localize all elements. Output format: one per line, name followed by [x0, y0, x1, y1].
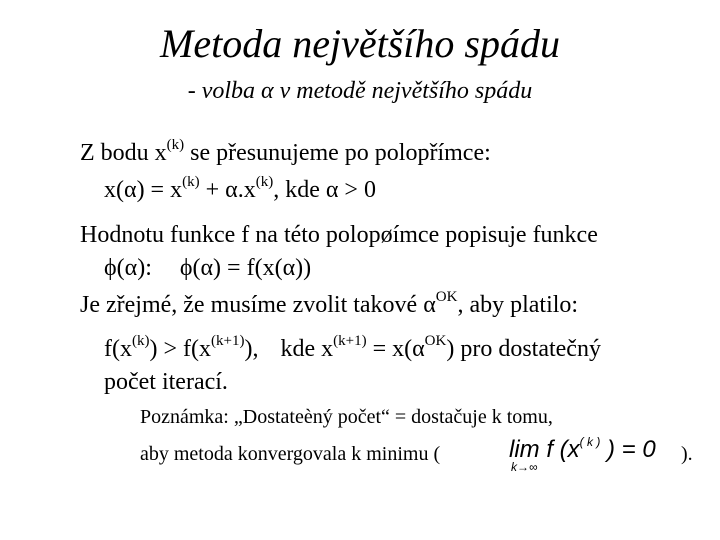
text-line-3: Hodnotu funkce f na této polopøímce popisuje funkce	[80, 222, 598, 248]
text-line-1	[80, 138, 491, 168]
text: Z bodu x	[80, 140, 167, 166]
note-line-2-end: ).	[681, 443, 693, 465]
superscript: OK	[435, 289, 458, 305]
limit-formula	[505, 428, 681, 474]
text: , kde α > 0	[273, 177, 376, 203]
text: ),	[244, 336, 259, 362]
text-line-2	[104, 175, 376, 205]
slide-title: Metoda největšího spádu	[160, 21, 560, 66]
limit-subscript: k→∞	[511, 460, 538, 474]
superscript: (k)	[255, 174, 274, 190]
formula-superscript: ( k )	[579, 435, 601, 449]
text: , aby platilo:	[457, 292, 579, 318]
text: Je zřejmé, že musíme zvolit takové α	[80, 292, 436, 318]
text: x(α) = x	[104, 177, 183, 203]
note-line-2: aby metoda konvergovala k minimu (	[140, 443, 441, 465]
slide-subtitle: - volba α v metodě největšího spádu	[187, 78, 533, 104]
text: f(x	[104, 336, 132, 362]
text: kde x	[280, 336, 334, 362]
text: = x(α	[366, 336, 425, 362]
superscript: (k)	[131, 333, 150, 349]
note-line-1: Poznámka: „Dostateèný počet“ = dostačuje k tomu,	[140, 406, 553, 428]
text: ) pro dostatečný	[446, 336, 601, 362]
superscript: (k+1)	[211, 333, 245, 349]
superscript: (k+1)	[333, 333, 367, 349]
superscript: OK	[424, 333, 447, 349]
text: ϕ(α):	[104, 255, 152, 281]
text-line-6	[104, 334, 601, 364]
text: ϕ(α) = f(x(α))	[179, 255, 312, 281]
text: ) > f(x	[149, 336, 211, 362]
text: + α.x	[199, 177, 256, 203]
formula-text: ) = 0	[600, 436, 656, 463]
superscript: (k)	[182, 174, 200, 190]
text-line-7: počet iterací.	[104, 369, 228, 395]
text: se přesunujeme po polopřímce:	[184, 140, 491, 166]
text-line-5	[80, 290, 578, 320]
superscript: (k)	[166, 137, 185, 153]
formula-text: lim f (x	[509, 436, 580, 463]
text-line-4	[104, 253, 311, 283]
